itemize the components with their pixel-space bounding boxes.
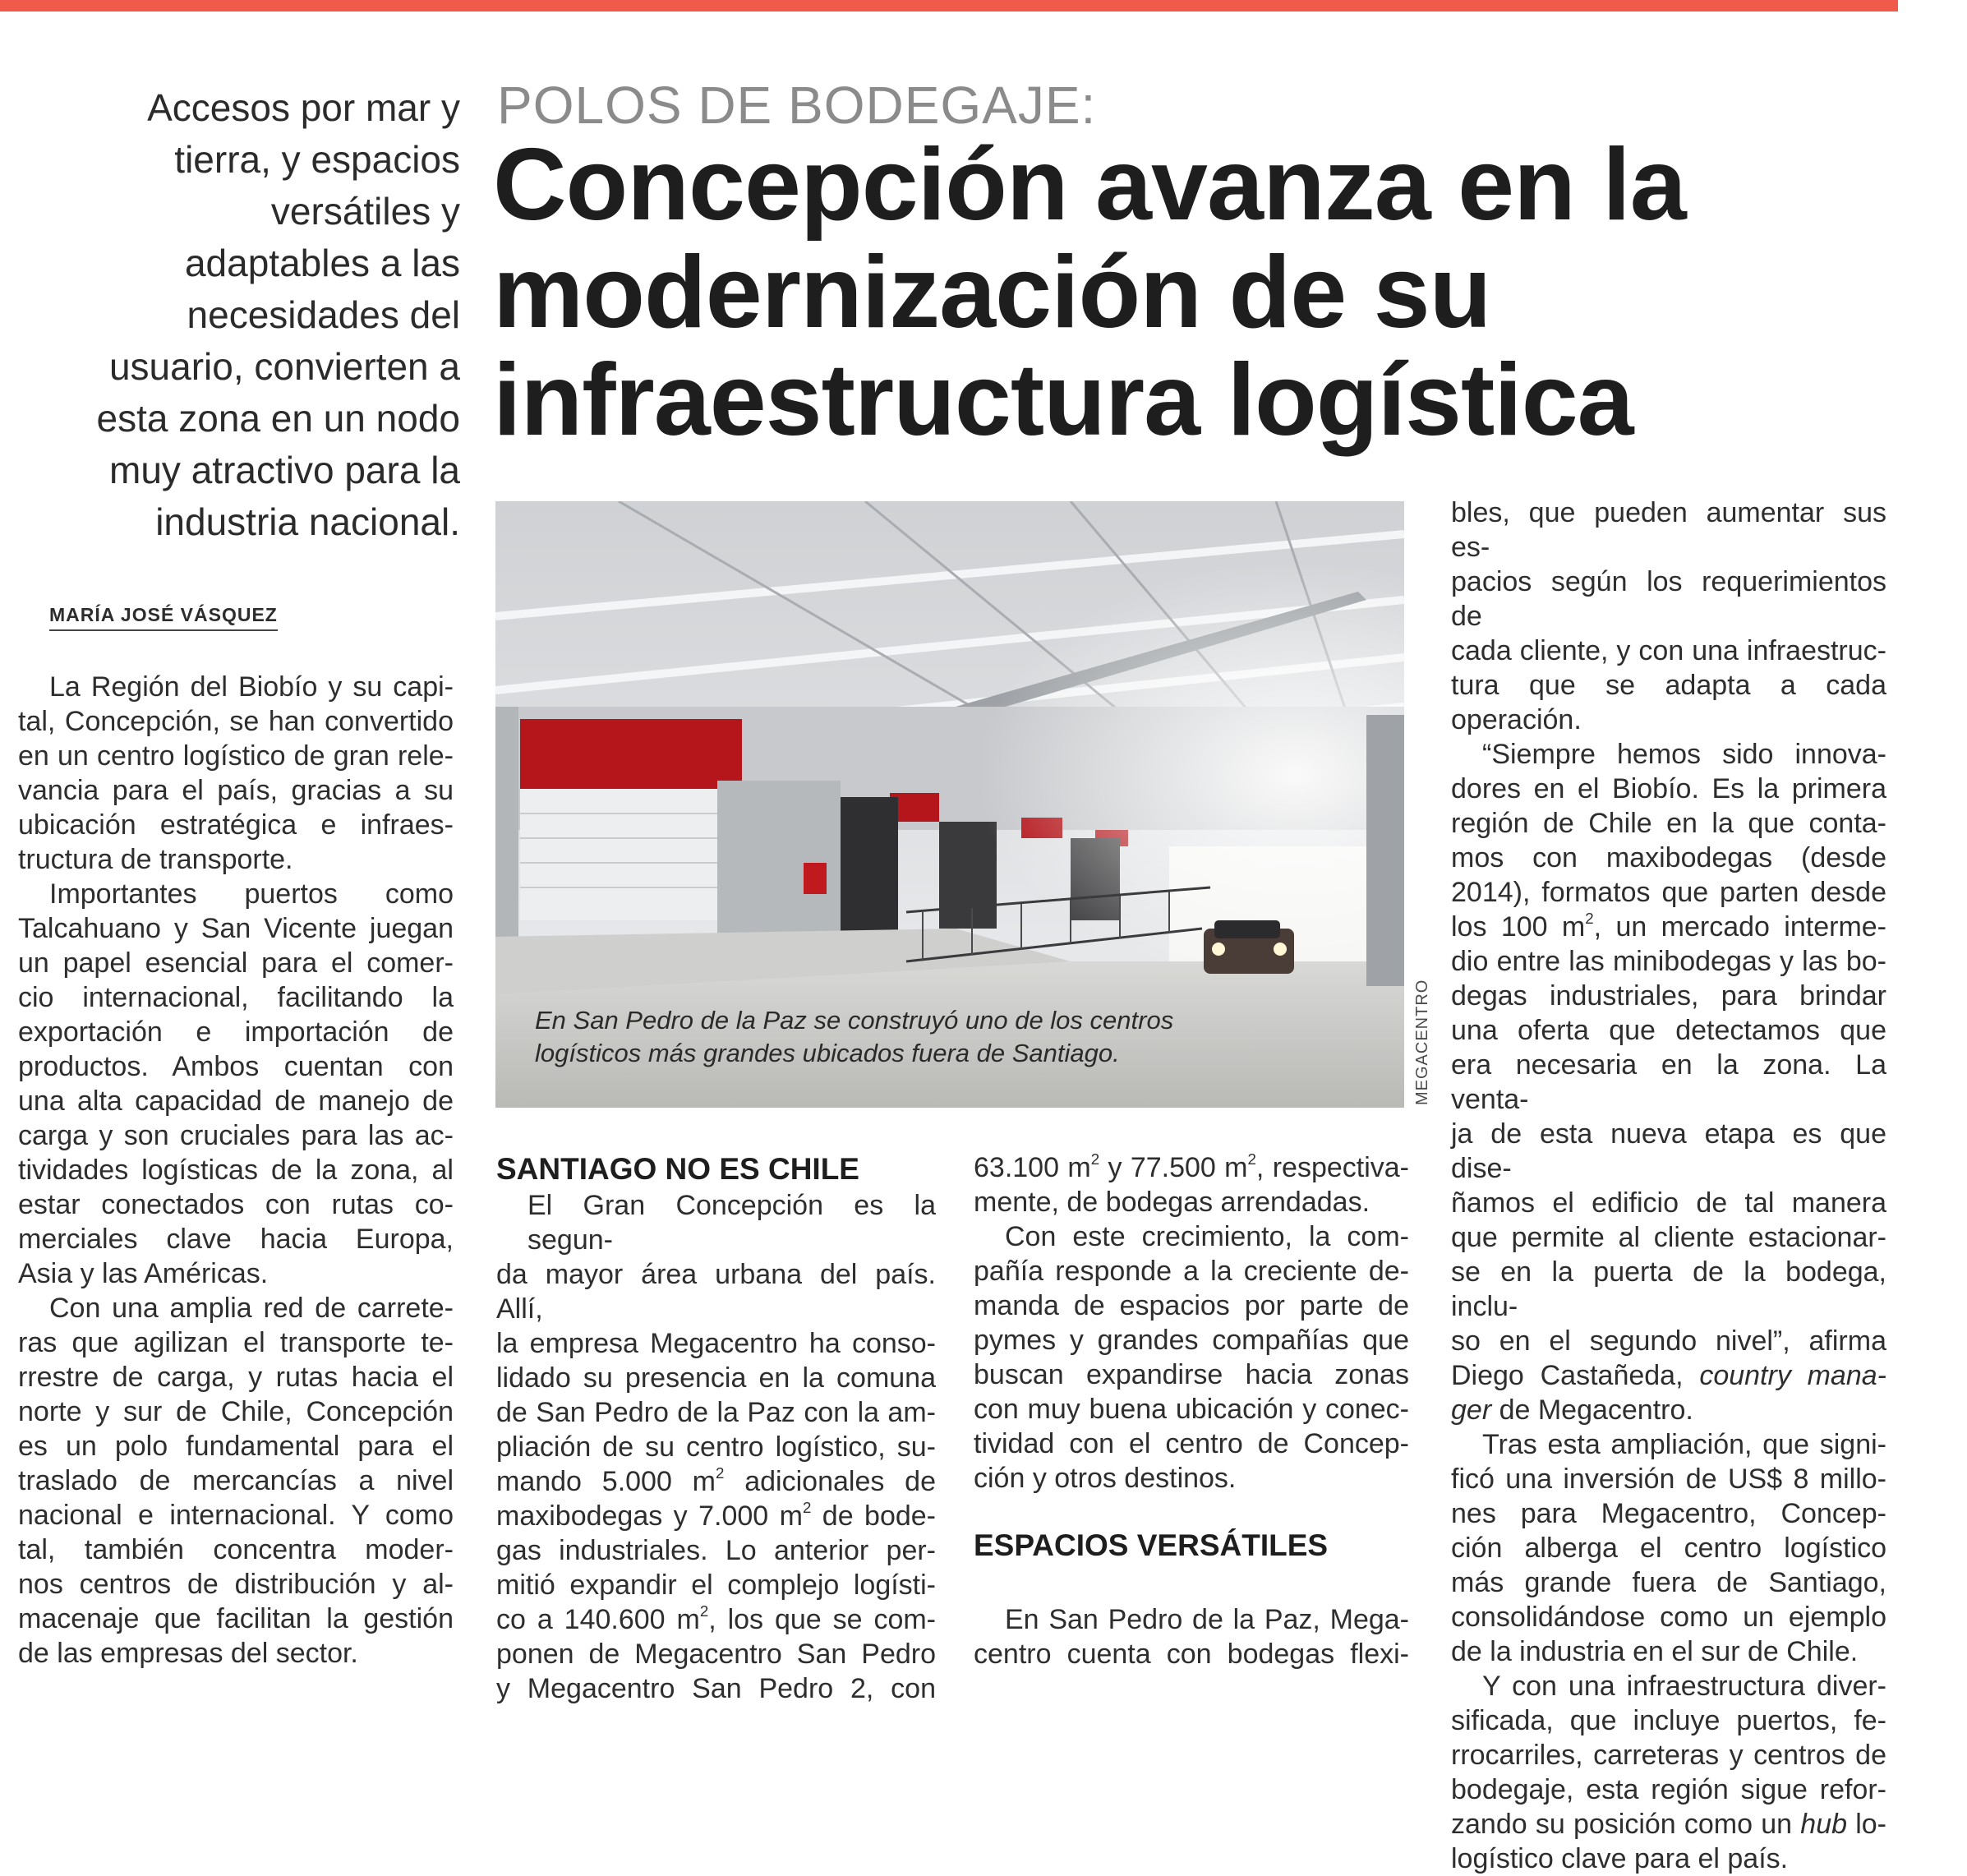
text-line: nes para Megacentro, Concep- <box>1451 1498 1886 1529</box>
text-line: dores en el Biobío. Es la primera <box>1451 773 1886 804</box>
text-line <box>1451 1807 1886 1841</box>
text-line: bles, que pueden aumentar sus es- <box>1451 497 1886 563</box>
text-line: dio entre las minibodegas y las bo- <box>1451 946 1886 977</box>
text-line: una alta capacidad de manejo de <box>18 1085 454 1117</box>
text-line: de la industria en el sur de Chile. <box>1451 1636 1859 1667</box>
text-line: logístico clave para el país. <box>1451 1843 1789 1874</box>
text-line: región de Chile en la que conta- <box>1451 808 1886 839</box>
text-line: En San Pedro de la Paz, Mega- <box>1005 1604 1409 1635</box>
superscript: 2 <box>716 1464 725 1482</box>
body-column-2 <box>496 1150 936 1706</box>
text-line: macenaje que facilitan la gestión <box>18 1603 454 1634</box>
text-line: 2014), formatos que parten desde <box>1451 877 1886 908</box>
deck-line: muy atractivo para la <box>109 449 460 491</box>
text-line: y Megacentro San Pedro 2, con <box>496 1673 936 1704</box>
text-line: pañía responde a la creciente de- <box>974 1256 1409 1287</box>
text-line <box>496 1499 936 1533</box>
body-column-1 <box>18 670 454 1671</box>
text-line: tividad con el centro de Concep- <box>974 1428 1409 1459</box>
text-line: sificada, que incluye puertos, fe- <box>1451 1705 1886 1736</box>
text-line: más grande fuera de Santiago, <box>1451 1567 1886 1598</box>
text-line: Y con una infraestructura diver- <box>1482 1671 1886 1702</box>
text-line: tividades logísticas de la zona, al <box>18 1155 454 1186</box>
deck-line: industria nacional. <box>155 500 460 543</box>
subheading-espacios: ESPACIOS VERSÁTILES <box>974 1528 1329 1562</box>
text-fragment: de Megacentro. <box>1491 1394 1693 1426</box>
text-line: Con este crecimiento, la com- <box>1005 1221 1409 1252</box>
text-fragment: co a 140.600 m <box>496 1604 700 1635</box>
text-line: El Gran Concepción es la segun- <box>527 1190 936 1256</box>
text-line: cio internacional, facilitando la <box>18 982 454 1013</box>
text-fragment: , respectiva- <box>1255 1152 1409 1183</box>
top-accent-bar <box>0 0 1898 12</box>
text-line: ras que agilizan el transporte te- <box>18 1327 454 1358</box>
text-line: de las empresas del sector. <box>18 1638 358 1669</box>
text-line: es un polo fundamental para el <box>18 1431 454 1462</box>
text-line: tal, también concentra moder- <box>18 1534 454 1565</box>
text-line: lidado su presencia en la comuna <box>496 1362 936 1394</box>
text-line: tal, Concepción, se han convertido <box>18 706 454 737</box>
headline-line: modernización de su <box>493 236 1491 349</box>
text-line: con muy buena ubicación y conec- <box>974 1394 1409 1425</box>
text-line: so en el segundo nivel”, afirma <box>1451 1325 1886 1357</box>
article-deck <box>33 82 460 548</box>
deck-line: esta zona en un nodo <box>96 397 460 440</box>
text-fragment-italic: country mana- <box>1699 1360 1886 1391</box>
byline: MARÍA JOSÉ VÁSQUEZ <box>49 604 278 631</box>
body-column-4 <box>1451 496 1886 1876</box>
text-line: “Siempre hemos sido innova- <box>1482 739 1886 770</box>
text-fragment: lo- <box>1847 1809 1887 1840</box>
text-line: ubicación estratégica e infraes- <box>18 809 454 841</box>
text-line: mitió expandir el complejo logísti- <box>496 1569 936 1601</box>
headline <box>493 128 1890 457</box>
deck-line: adaptables a las <box>184 242 460 284</box>
text-line <box>1451 1358 1886 1393</box>
text-line: La Región del Biobío y su capi- <box>49 671 454 703</box>
text-line: ción alberga el centro logístico <box>1451 1533 1886 1564</box>
superscript: 2 <box>1585 910 1594 928</box>
body-column-3 <box>974 1150 1409 1671</box>
text-fragment-italic: hub <box>1800 1809 1848 1840</box>
text-line <box>496 1464 936 1499</box>
warehouse-photo <box>495 501 1404 1108</box>
headline-line: Concepción avanza en la <box>493 128 1686 242</box>
text-line: centro cuenta con bodegas flexi- <box>974 1639 1409 1670</box>
photo-caption <box>535 1004 1174 1070</box>
text-fragment: mando 5.000 m <box>496 1466 716 1497</box>
text-line: Tras esta ampliación, que signi- <box>1482 1429 1886 1460</box>
text-line: consolidándose como un ejemplo <box>1451 1602 1886 1633</box>
text-line: cada cliente, y con una infraestruc- <box>1451 635 1886 666</box>
text-line: pliación de su centro logístico, su- <box>496 1431 936 1463</box>
deck-line: Accesos por mar y <box>147 86 460 129</box>
superscript: 2 <box>802 1499 812 1517</box>
text-fragment-italic: ger <box>1451 1394 1492 1426</box>
text-line: que permite al cliente estacionar- <box>1451 1222 1886 1253</box>
text-fragment: , los que se com- <box>708 1604 936 1635</box>
deck-line: necesidades del <box>187 293 460 336</box>
text-line: ponen de Megacentro San Pedro <box>496 1639 936 1670</box>
text-fragment: maxibodegas y 7.000 m <box>496 1500 803 1532</box>
text-fragment: 63.100 m <box>974 1152 1091 1183</box>
text-line: degas industriales, para brindar <box>1451 980 1886 1012</box>
superscript: 2 <box>1247 1150 1256 1168</box>
text-line: productos. Ambos cuentan con <box>18 1051 454 1082</box>
text-line: en un centro logístico de gran rele- <box>18 740 454 772</box>
text-line: una oferta que detectamos que <box>1451 1015 1886 1046</box>
text-line: un papel esencial para el comer- <box>18 947 454 979</box>
text-line: ficó una inversión de US$ 8 millo- <box>1451 1463 1886 1495</box>
text-line <box>974 1150 1409 1185</box>
headline-line: infraestructura logística <box>493 343 1633 457</box>
text-fragment: zando su posición como un <box>1451 1809 1801 1840</box>
deck-line: usuario, convierten a <box>108 345 460 388</box>
text-line: mente, de bodegas arrendadas. <box>974 1187 1370 1218</box>
text-line: norte y sur de Chile, Concepción <box>18 1396 454 1427</box>
superscript: 2 <box>1090 1150 1100 1168</box>
text-line: carga y son cruciales para las ac- <box>18 1120 454 1151</box>
subheading-santiago: SANTIAGO NO ES CHILE <box>496 1152 859 1186</box>
text-line: manda de espacios por parte de <box>974 1290 1409 1321</box>
text-line: Con una amplia red de carrete- <box>49 1293 454 1324</box>
caption-line: En San Pedro de la Paz se construyó uno de los centros <box>535 1006 1174 1035</box>
text-line: ñamos el edificio de tal manera <box>1451 1187 1886 1219</box>
text-line: traslado de mercancías a nivel <box>18 1465 454 1496</box>
text-line <box>1451 910 1886 944</box>
text-line <box>496 1602 936 1637</box>
text-line: de San Pedro de la Paz con la am- <box>496 1397 936 1428</box>
text-line: exportación e importación de <box>18 1016 454 1048</box>
text-line <box>1451 1393 1886 1427</box>
text-line: la empresa Megacentro ha conso- <box>496 1328 936 1359</box>
text-line: tura que se adapta a cada operación. <box>1451 670 1886 735</box>
text-fragment: y 77.500 m <box>1099 1152 1248 1183</box>
text-fragment: de bode- <box>811 1500 937 1532</box>
photo-credit: MEGACENTRO <box>1413 979 1431 1105</box>
text-line: tructura de transporte. <box>18 844 293 875</box>
text-fragment: los 100 m <box>1451 911 1586 943</box>
text-line: era necesaria en la zona. La venta- <box>1451 1049 1886 1115</box>
kicker: POLOS DE BODEGAJE: <box>497 76 1097 135</box>
text-line: Asia y las Américas. <box>18 1258 269 1289</box>
text-line: merciales clave hacia Europa, <box>18 1224 454 1255</box>
text-line: se en la puerta de la bodega, inclu- <box>1451 1256 1886 1322</box>
text-line: Talcahuano y San Vicente juegan <box>18 913 454 944</box>
text-line: bodegaje, esta región sigue refor- <box>1451 1774 1886 1805</box>
caption-line: logísticos más grandes ubicados fuera de Santiago. <box>535 1039 1120 1067</box>
text-line: nacional e internacional. Y como <box>18 1500 454 1531</box>
text-line: pacios según los requerimientos de <box>1451 566 1886 632</box>
text-line: pymes y grandes compañías que <box>974 1325 1409 1356</box>
text-line: Importantes puertos como <box>49 878 454 910</box>
superscript: 2 <box>699 1602 709 1620</box>
deck-line: tierra, y espacios <box>174 138 460 181</box>
text-line: rrocarriles, carreteras y centros de <box>1451 1740 1886 1771</box>
text-line: da mayor área urbana del país. Allí, <box>496 1259 936 1325</box>
text-fragment: Diego Castañeda, <box>1451 1360 1700 1391</box>
text-fragment: adicionales de <box>724 1466 936 1497</box>
text-line: nos centros de distribución y al- <box>18 1569 454 1600</box>
text-fragment: , un mercado interme- <box>1593 911 1886 943</box>
text-line: ja de esta nueva etapa es que dise- <box>1451 1118 1886 1184</box>
deck-line: versátiles y <box>270 190 460 233</box>
text-line: gas industriales. Lo anterior per- <box>496 1535 936 1566</box>
text-line: vancia para el país, gracias a su <box>18 775 454 806</box>
text-line: mos con maxibodegas (desde <box>1451 842 1886 873</box>
text-line: rrestre de carga, y rutas hacia el <box>18 1362 454 1393</box>
text-line: estar conectados con rutas co- <box>18 1189 454 1220</box>
text-line: buscan expandirse hacia zonas <box>974 1359 1409 1390</box>
text-line: ción y otros destinos. <box>974 1463 1237 1494</box>
